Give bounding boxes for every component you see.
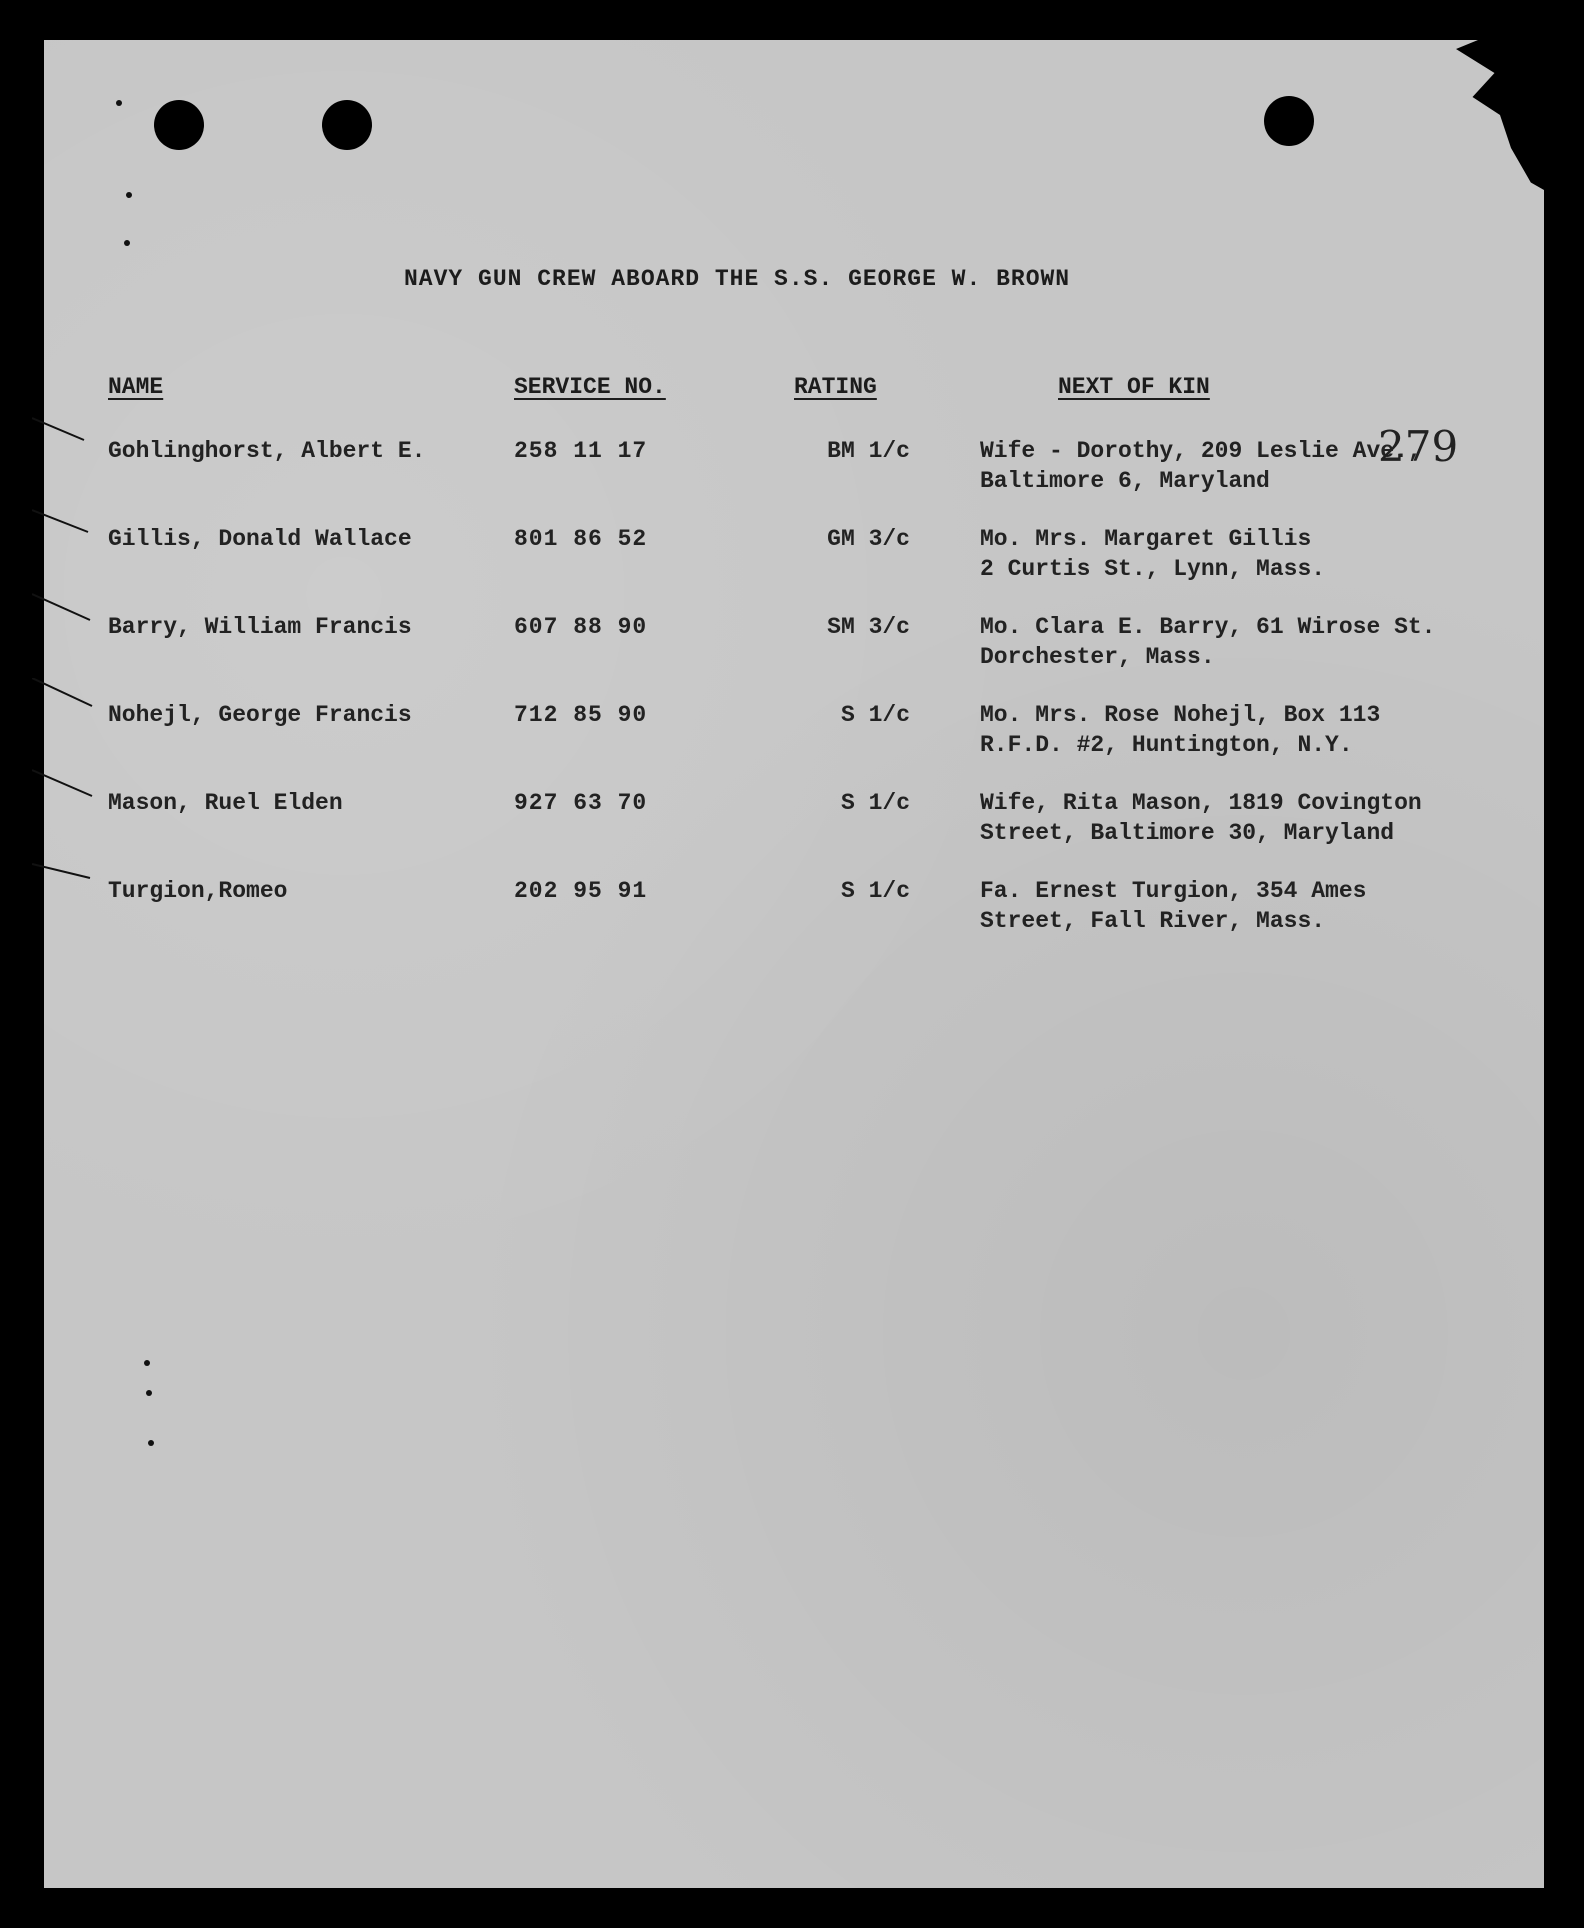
punch-hole bbox=[322, 100, 372, 150]
crew-row bbox=[44, 876, 1544, 956]
crew-next-of-kin bbox=[980, 788, 1422, 848]
crew-next-of-kin bbox=[980, 436, 1422, 496]
punch-hole bbox=[1264, 96, 1314, 146]
margin-mark bbox=[126, 192, 132, 198]
crew-name: Barry, William Francis bbox=[108, 614, 412, 640]
kin-line: R.F.D. #2, Huntington, N.Y. bbox=[980, 732, 1353, 758]
crew-name: Nohejl, George Francis bbox=[108, 702, 412, 728]
page-number: 279 bbox=[1378, 422, 1459, 471]
kin-line: Baltimore 6, Maryland bbox=[980, 468, 1270, 494]
crew-row bbox=[44, 524, 1544, 604]
crew-rating: S 1/c bbox=[840, 878, 910, 904]
crew-row bbox=[44, 436, 1544, 516]
crew-name: Gohlinghorst, Albert E. bbox=[108, 438, 426, 464]
kin-line: Wife - Dorothy, 209 Leslie Ave., bbox=[980, 438, 1422, 464]
crew-rating: BM 1/c bbox=[827, 438, 910, 464]
crew-rating: S 1/c bbox=[840, 790, 910, 816]
margin-mark bbox=[144, 1360, 150, 1366]
document-title: NAVY GUN CREW ABOARD THE S.S. GEORGE W. BROWN bbox=[404, 266, 1071, 292]
check-tick-icon bbox=[32, 590, 112, 630]
kin-line: Street, Fall River, Mass. bbox=[980, 908, 1326, 934]
column-header-rating: RATING bbox=[794, 374, 877, 400]
crew-rating: S 1/c bbox=[840, 702, 910, 728]
crew-service-no: 607 88 90 bbox=[514, 614, 648, 640]
kin-line: Street, Baltimore 30, Maryland bbox=[980, 820, 1395, 846]
crew-rating: SM 3/c bbox=[827, 614, 910, 640]
crew-service-no: 927 63 70 bbox=[514, 790, 648, 816]
margin-mark bbox=[146, 1390, 152, 1396]
crew-row bbox=[44, 700, 1544, 780]
kin-line: Mo. Clara E. Barry, 61 Wirose St. bbox=[980, 614, 1436, 640]
check-tick-icon bbox=[32, 414, 112, 454]
crew-rating: GM 3/c bbox=[827, 526, 910, 552]
crew-service-no: 712 85 90 bbox=[514, 702, 648, 728]
margin-mark bbox=[148, 1440, 154, 1446]
crew-name: Turgion,Romeo bbox=[108, 878, 288, 904]
crew-service-no: 258 11 17 bbox=[514, 438, 648, 464]
kin-line: 2 Curtis St., Lynn, Mass. bbox=[980, 556, 1326, 582]
crew-name: Gillis, Donald Wallace bbox=[108, 526, 412, 552]
torn-corner bbox=[1434, 40, 1544, 190]
kin-line: Dorchester, Mass. bbox=[980, 644, 1215, 670]
check-tick-icon bbox=[32, 854, 112, 894]
crew-next-of-kin bbox=[980, 524, 1325, 584]
crew-next-of-kin bbox=[980, 700, 1380, 760]
crew-next-of-kin bbox=[980, 876, 1366, 936]
column-header-next-of-kin: NEXT OF KIN bbox=[1058, 374, 1210, 400]
column-header-service-no: SERVICE NO. bbox=[514, 374, 666, 400]
crew-service-no: 801 86 52 bbox=[514, 526, 648, 552]
kin-line: Mo. Mrs. Margaret Gillis bbox=[980, 526, 1312, 552]
kin-line: Mo. Mrs. Rose Nohejl, Box 113 bbox=[980, 702, 1381, 728]
column-header-name: NAME bbox=[108, 374, 164, 400]
check-tick-icon bbox=[32, 678, 112, 718]
check-tick-icon bbox=[32, 766, 112, 806]
check-tick-icon bbox=[32, 502, 112, 542]
document-page bbox=[44, 40, 1544, 1888]
punch-hole bbox=[154, 100, 204, 150]
crew-next-of-kin bbox=[980, 612, 1435, 672]
crew-name: Mason, Ruel Elden bbox=[108, 790, 343, 816]
margin-mark bbox=[124, 240, 130, 246]
kin-line: Fa. Ernest Turgion, 354 Ames bbox=[980, 878, 1367, 904]
crew-row bbox=[44, 788, 1544, 868]
crew-row bbox=[44, 612, 1544, 692]
kin-line: Wife, Rita Mason, 1819 Covington bbox=[980, 790, 1422, 816]
margin-mark bbox=[116, 100, 122, 106]
crew-service-no: 202 95 91 bbox=[514, 878, 648, 904]
